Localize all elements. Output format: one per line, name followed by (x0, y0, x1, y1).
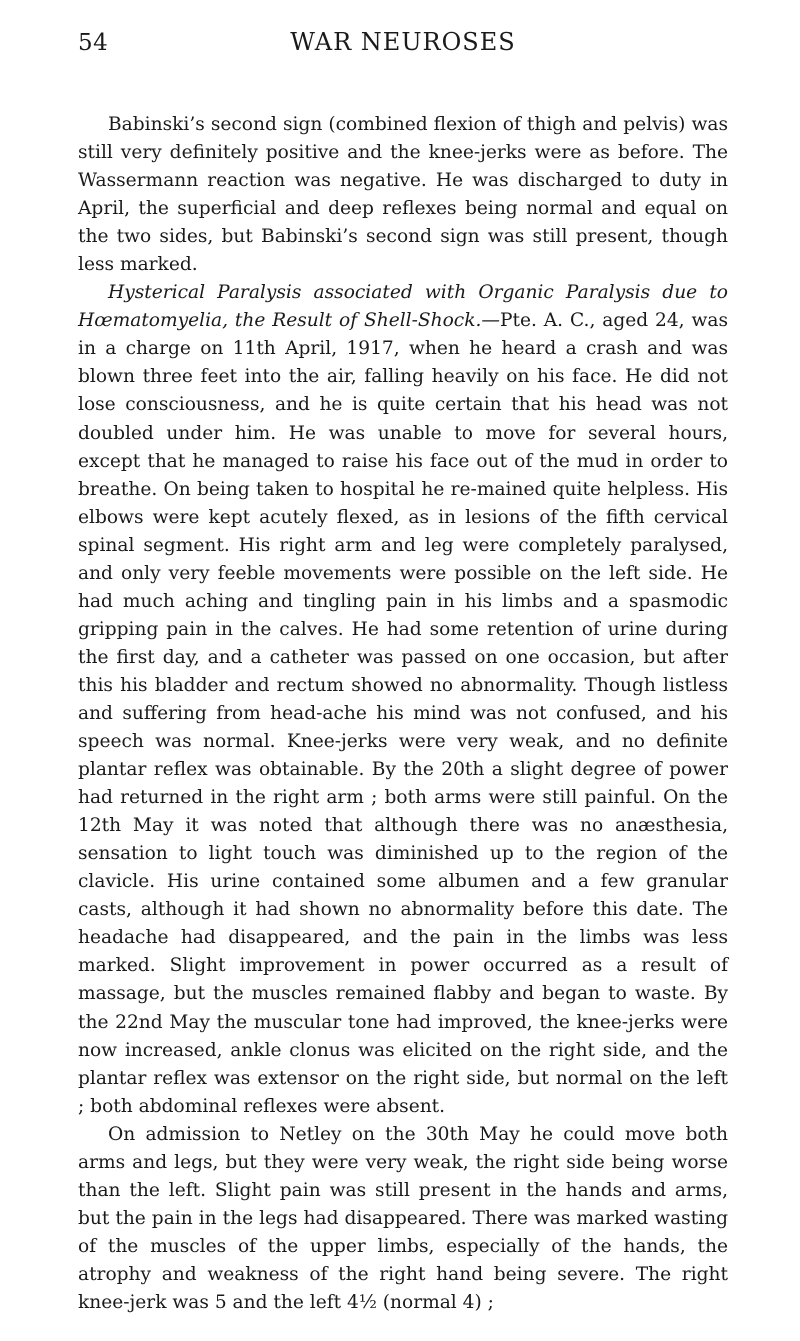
page-header (78, 22, 728, 62)
case-text: —Pte. A. C., aged 24, was in a charge on 11th April, 1917, when he heard a crash and was blown three feet into the air, falling heavily on his face. He did not lose consciousness, and he is quite certain that his head was not doubled under him. He was unable to move for several hours, except that he managed to raise his face out of the mud in order to breathe. On being taken to hospital he re-mained quite helpless. His elbows were kept acutely flexed, as in lesions of the fifth cervical spinal segment. His right arm and leg were completely paralysed, and only very feeble movements were possible on the left side. He had much aching and tingling pain in his limbs and a spasmodic gripping pain in the calves. He had some retention of urine during the first day, and a catheter was passed on one occasion, but after this his bladder and rectum showed no abnormality. Though listless and suffering from head-ache his mind was not confused, and his speech was normal. Knee-jerks were very weak, and no definite plantar reflex was obtainable. By the 20th a slight degree of power had returned in the right arm ; both arms were still painful. On the 12th May it was noted that although there was no anæsthesia, sensation to light touch was diminished up to the region of the clavicle. His urine contained some albumen and a few granular casts, although it had shown no abnormality before this date. The headache had disappeared, and the pain in the limbs was less marked. Slight improvement in power occurred as a result of massage, but the muscles remained flabby and began to waste. By the 22nd May the muscular tone had improved, the knee-jerks were now increased, ankle clonus was elicited on the right side, and the plantar reflex was extensor on the right side, but normal on the left ; both abdominal reflexes were absent. (78, 310, 728, 1117)
body-text (78, 111, 728, 1317)
case-paragraph (78, 279, 728, 1120)
paragraph-continuation: Babinski’s second sign (combined flexion of thigh and pelvis) was still very definitely positive and the knee-jerks were as before. The Wassermann reaction was negative. He was discharged to duty in April, the superficial and deep reflexes being normal and equal on the two sides, but Babinski’s second sign was still present, though less marked. (78, 114, 728, 276)
case-title: Hysterical Paralysis associated with Organic Paralysis due to Hœmatomyelia, the Result of Shell-Shock. (78, 282, 728, 332)
page-number: 54 (78, 30, 109, 56)
admission-paragraph: On admission to Netley on the 30th May he could move both arms and legs, but they were very weak, the right side being worse than the left. Slight pain was still present in the hands and arms, but the pain in the legs had disappeared. There was marked wasting of the muscles of the upper limbs, especially of the hands, the atrophy and weakness of the right hand being severe. The right knee-jerk was 5 and the left 4½ (normal 4) ; (78, 1123, 728, 1313)
running-head: WAR NEUROSES (290, 28, 516, 56)
